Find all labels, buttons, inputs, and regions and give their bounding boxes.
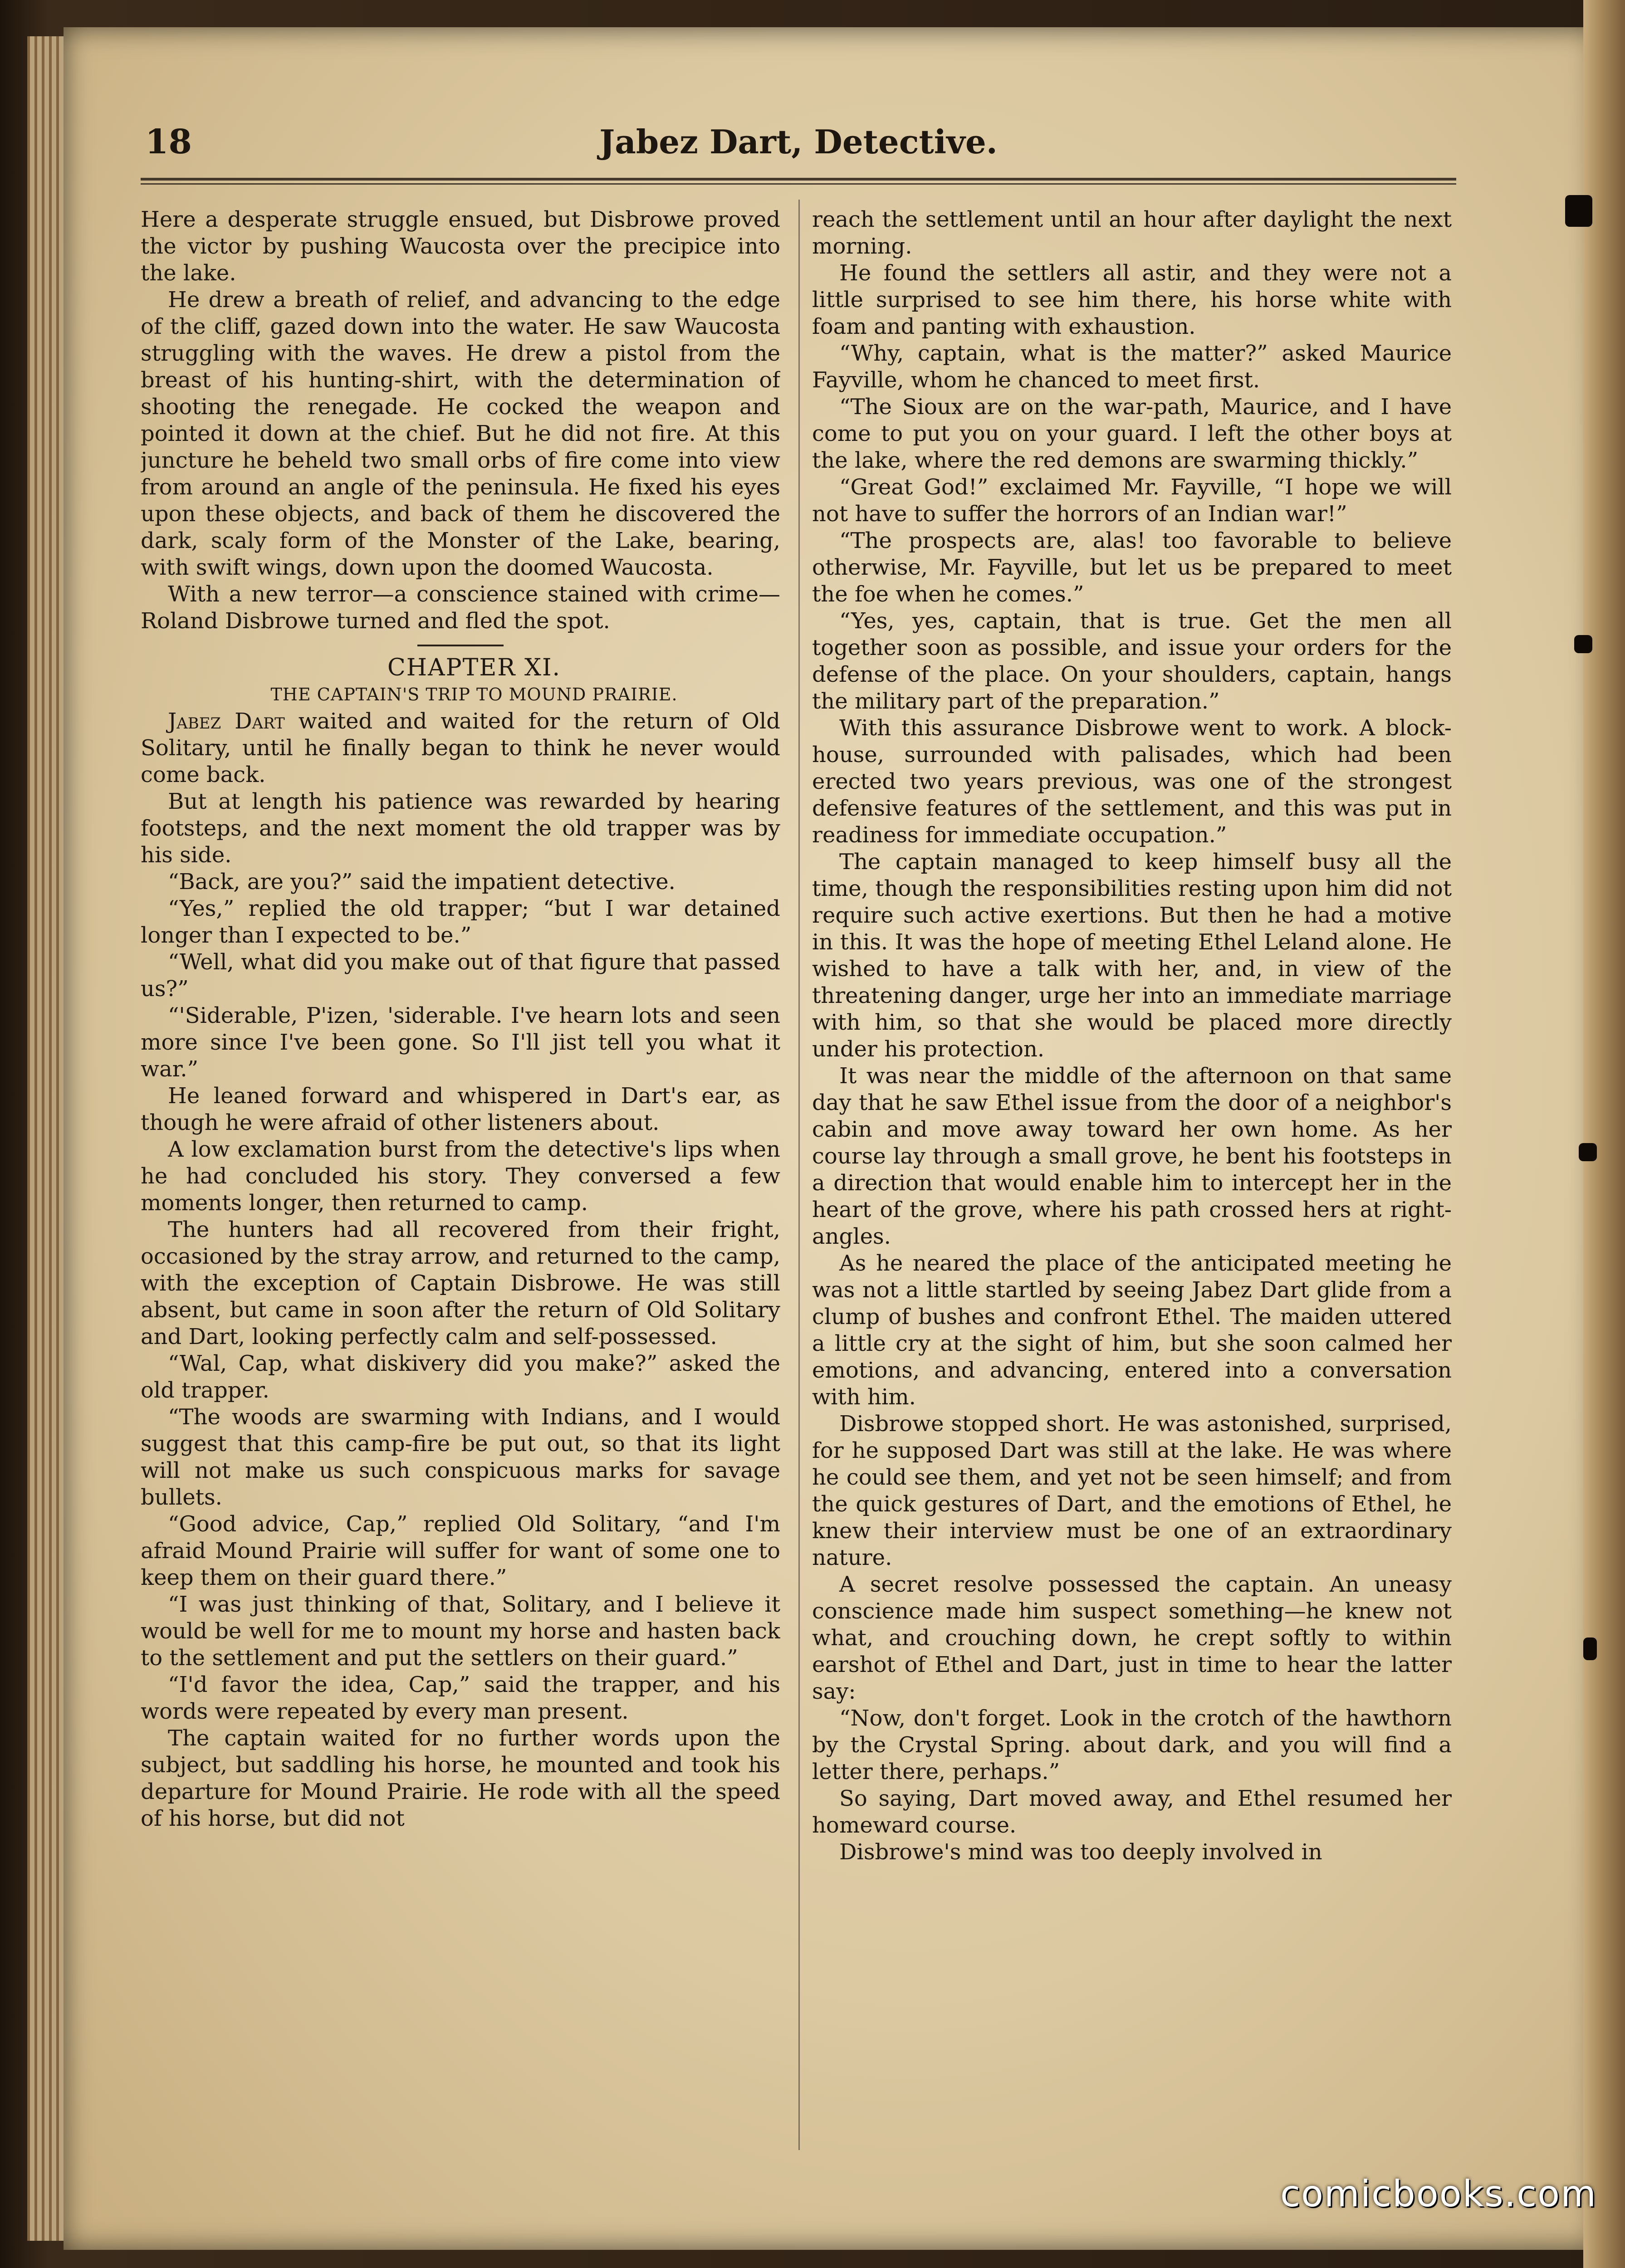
paragraph: The captain waited for no further words upon the subject, but saddling his horse, he mounted and took his departure for Mound Prairie. He rode with all the speed of his horse, but did not [141, 1725, 780, 1831]
paragraph: With this assurance Disbrowe went to work. A block-house, surrounded with palisades, which had been erected two years previous, was one of the strongest defensive features of the settlement, and this was put in readiness for immediate occupation.” [812, 715, 1452, 848]
paragraph: “Now, don't forget. Look in the crotch of the hawthorn by the Crystal Spring. about dark, and you will find a letter there, perhaps.” [812, 1706, 1452, 1784]
paragraph: “I was just thinking of that, Solitary, and I believe it would be well for me to mount my horse and hasten back to the settlement and put the settlers on their guard.” [141, 1592, 780, 1671]
paragraph: So saying, Dart moved away, and Ethel resumed her homeward course. [812, 1786, 1452, 1838]
page-header [145, 113, 1452, 177]
paragraph: “Why, captain, what is the matter?” asked Maurice Fayville, whom he chanced to meet first. [812, 341, 1452, 393]
paragraph-text: waited and waited for the return of Old Solitary, until he finally began to think he never would come back. [141, 709, 780, 787]
paragraph: A low exclamation burst from the detective's lips when he had concluded his story. They conversed a few moments longer, then returned to camp. [141, 1137, 780, 1216]
right-column [812, 206, 1452, 2175]
paragraph: “Yes,” replied the old trapper; “but I war detained longer than I expected to be.” [141, 896, 780, 948]
paragraph: The captain managed to keep himself busy all the time, though the responsibilities resting upon him did not require such active exertions. But then he had a motive in this. It was the hope of meeting Ethel Leland alone. He wished to have a talk with her, and, in view of the threatening danger, urge her into an immediate marriage with him, so that she would be placed more directly under his protection. [812, 849, 1452, 1062]
paragraph: With a new terror—a conscience stained with crime—Roland Disbrowe turned and fled the spot. [141, 582, 780, 634]
column-divider [798, 200, 800, 2150]
paragraph: He drew a breath of relief, and advancing to the edge of the cliff, gazed down into the water. He saw Waucosta struggling with the waves. He drew a pistol from the breast of his hunting-shirt, with the determination of shooting the renegade. He cocked the weapon and pointed it down at the chief. But he did not fire. At this juncture he beheld two small orbs of fire come into view from around an angle of the peninsula. He fixed his eyes upon these objects, and back of them he discovered the dark, scaly form of the Monster of the Lake, bearing, with swift wings, down upon the doomed Waucosta. [141, 287, 780, 580]
binding-mark [1583, 1637, 1597, 1660]
paragraph: The hunters had all recovered from their fright, occasioned by the stray arrow, and returned to the camp, with the exception of Captain Disbrowe. He was still absent, but came in soon after the return of Old Solitary and Dart, looking perfectly calm and self-possessed. [141, 1217, 780, 1349]
paragraph: “The prospects are, alas! too favorable to believe otherwise, Mr. Fayville, but let us be prepared to meet the foe when he comes.” [812, 528, 1452, 607]
chapter-subtitle: THE CAPTAIN'S TRIP TO MOUND PRAIRIE. [270, 684, 678, 704]
paragraph: “Great God!” exclaimed Mr. Fayville, “I hope we will not have to suffer the horrors of an Indian war!” [812, 474, 1452, 527]
binding-mark [1579, 1143, 1597, 1161]
site-watermark: comicbooks.com [1280, 2173, 1597, 2215]
paragraph: He found the settlers all astir, and they were not a little surprised to see him there, his horse white with foam and panting with exhaustion. [812, 260, 1452, 339]
chapter-title: CHAPTER XI. [387, 654, 561, 681]
paragraph: He leaned forward and whispered in Dart's ear, as though he were afraid of other listeners about. [141, 1083, 780, 1135]
paragraph: “Well, what did you make out of that figure that passed us?” [141, 949, 780, 1002]
paragraph: “Yes, yes, captain, that is true. Get the men all together soon as possible, and issue your orders for the defense of the place. On your shoulders, captain, hangs the military part of the preparation.” [812, 608, 1452, 714]
binding-mark [1565, 195, 1592, 227]
paragraph: reach the settlement until an hour after daylight the next morning. [812, 207, 1452, 259]
paragraph: “Good advice, Cap,” replied Old Solitary, “and I'm afraid Mound Prairie will suffer for want of some one to keep them on their guard there.” [141, 1511, 780, 1590]
running-title: Jabez Dart, Detective. [599, 122, 998, 161]
page-number: 18 [145, 122, 192, 161]
paragraph: As he neared the place of the anticipated meeting he was not a little startled by seeing Jabez Dart glide from a clump of bushes and confront Ethel. The maiden uttered a little cry at the sight of him, but she soon calmed her emotions, and advancing, entered into a conversation with him. [812, 1251, 1452, 1410]
paragraph: It was near the middle of the afternoon on that same day that he saw Ethel issue from the door of a neighbor's cabin and move away toward her own home. As her course lay through a small grove, he bent his footsteps in a direction that would enable him to intercept her in the heart of the grove, where his path crossed hers at right-angles. [812, 1063, 1452, 1249]
header-rule-thin [141, 183, 1456, 185]
paragraph: Here a desperate struggle ensued, but Disbrowe proved the victor by pushing Waucosta over the precipice into the lake. [141, 207, 780, 286]
paragraph: “Wal, Cap, what diskivery did you make?” asked the old trapper. [141, 1351, 780, 1403]
paragraph: A secret resolve possessed the captain. An uneasy conscience made him suspect something—he knew not what, and crouching down, he crept softly to within earshot of Ethel and Dart, just in time to hear the latter say: [812, 1572, 1452, 1704]
paragraph: But at length his patience was rewarded by hearing footsteps, and the next moment the old trapper was by his side. [141, 789, 780, 868]
binding-mark [1574, 635, 1592, 653]
paragraph: “Back, are you?” said the impatient detective. [168, 869, 675, 894]
header-rule [141, 178, 1456, 181]
left-column [141, 206, 780, 2175]
paragraph: “I'd favor the idea, Cap,” said the trapper, and his words were repeated by every man present. [141, 1672, 780, 1724]
paragraph: “'Siderable, P'izen, 'siderable. I've hearn lots and seen more since I've been gone. So I'll jist tell you what it war.” [141, 1003, 780, 1082]
paragraph [141, 708, 780, 788]
section-divider [417, 645, 504, 646]
paragraph: Disbrowe stopped short. He was astonished, surprised, for he supposed Dart was still at the lake. He was where he could see them, and yet not be seen himself; and from the quick gestures of Dart, and the emotions of Ethel, he knew their interview must be one of an extraordinary nature. [812, 1411, 1452, 1570]
paragraph: “The woods are swarming with Indians, and I would suggest that this camp-fire be put out, so that its light will not make us such conspicuous marks for savage bullets. [141, 1404, 780, 1510]
paragraph: “The Sioux are on the war-path, Maurice, and I have come to put you on your guard. I left the other boys at the lake, where the red demons are swarming thickly.” [812, 394, 1452, 473]
chapter-lead-in: Jabez Dart [168, 709, 285, 734]
facing-page-edge [1583, 0, 1625, 2268]
paragraph: Disbrowe's mind was too deeply involved in [839, 1839, 1322, 1865]
